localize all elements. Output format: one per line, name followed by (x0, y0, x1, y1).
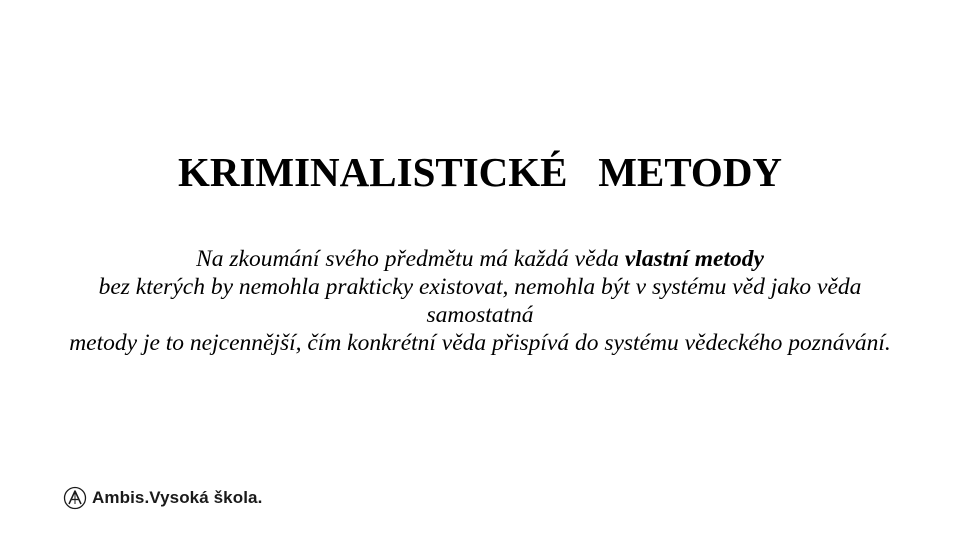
footer-logo (63, 484, 262, 512)
slide-body (60, 245, 900, 357)
paragraph-2: bez kterých by nemohla prakticky existovat, nemohla být v systému věd jako věda samostatná (98, 274, 862, 328)
paragraph-3: metody je to nejcennější, čím konkrétní věda přispívá do systému vědeckého poznávání. (69, 330, 891, 356)
paragraph-1-emphasis: vlastní metody (624, 246, 764, 272)
paragraph-1-text: Na zkoumání svého předmětu má každá věda (196, 246, 625, 272)
ambis-logo-icon (63, 486, 87, 510)
paragraph-1 (60, 245, 900, 273)
slide-title: KRIMINALISTICKÉ METODY (177, 149, 783, 195)
logo-text: Ambis.Vysoká škola. (92, 488, 263, 507)
